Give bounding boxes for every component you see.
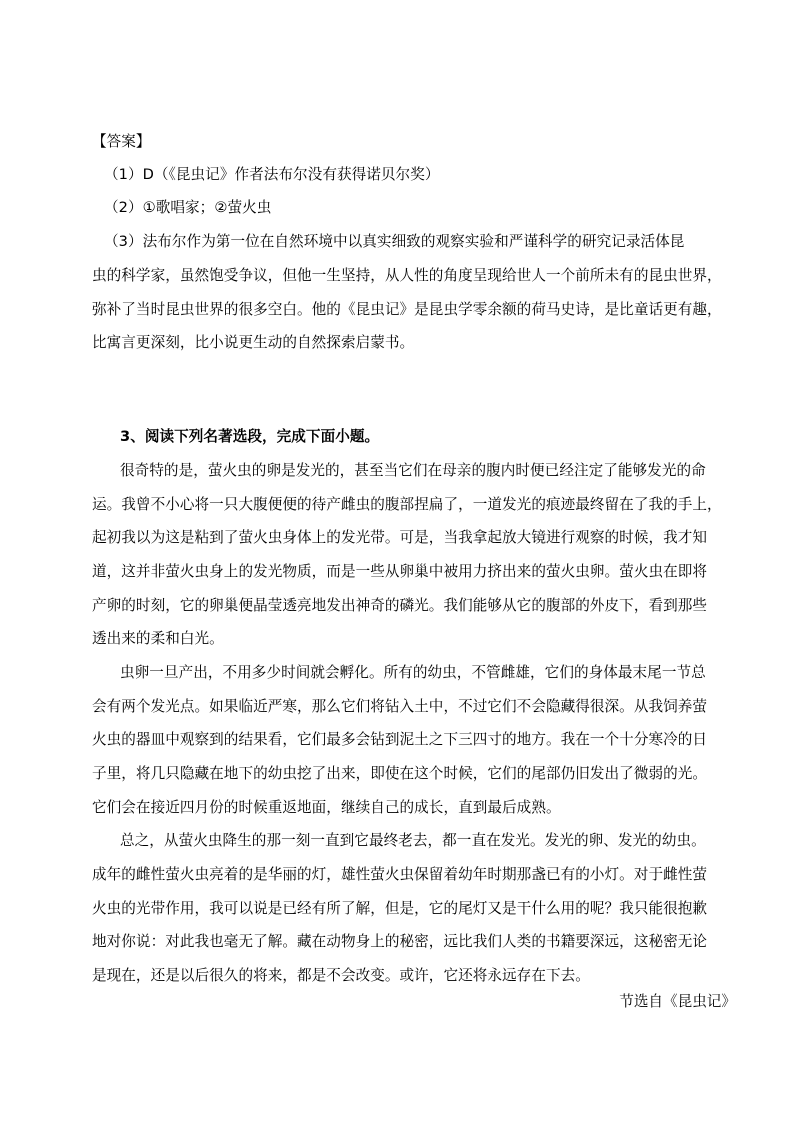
passage-para3-line-3: 火虫的光带作用，我可以说是已经有所了解，但是，它的尾灯又是干什么用的呢？我只能很抱歉 xyxy=(92,900,708,917)
passage-para3-line-1: 总之，从萤火虫降生的那一刻一直到它最终老去，都一直在发光。发光的卵、发光的幼虫。 xyxy=(120,832,706,849)
passage-para2-line-4: 子里，将几只隐藏在地下的幼虫挖了出来，即使在这个时候，它们的尾部仍旧发出了微弱的光。 xyxy=(92,765,708,782)
passage-para3-line-2: 成年的雌性萤火虫亮着的是华丽的灯，雄性萤火虫保留着幼年时期那盏已有的小灯。对于雌性萤 xyxy=(92,866,708,883)
passage-para1-line-1: 很奇特的是，萤火虫的卵是发光的，甚至当它们在母亲的腹内时便已经注定了能够发光的命 xyxy=(120,462,706,479)
answer-heading: 【答案】 xyxy=(92,133,151,150)
passage-source: 节选自《昆虫记》 xyxy=(619,993,736,1010)
passage-para1-line-2: 运。我曾不小心将一只大腹便便的待产雌虫的腹部捏扁了，一道发光的痕迹最终留在了我的手上， xyxy=(92,496,722,513)
passage-para3-line-4: 地对你说：对此我也毫无了解。藏在动物身上的秘密，远比我们人类的书籍要深远，这秘密无论 xyxy=(92,933,708,950)
answer-item-1: （1）D（《昆虫记》作者法布尔没有获得诺贝尔奖） xyxy=(104,166,440,183)
passage-para1-line-6: 透出来的柔和白光。 xyxy=(92,630,224,647)
answer-item-3-line-1: （3）法布尔作为第一位在自然环境中以真实细致的观察实验和严谨科学的研究记录活体昆 xyxy=(104,233,685,250)
passage-para2-line-1: 虫卵一旦产出，不用多少时间就会孵化。所有的幼虫，不管雌雄，它们的身体最末尾一节总 xyxy=(120,664,706,681)
passage-para2-line-5: 它们会在接近四月份的时候重返地面，继续自己的成长，直到最后成熟。 xyxy=(92,799,561,816)
passage-para1-line-5: 产卵的时刻，它的卵巢便晶莹透亮地发出神奇的磷光。我们能够从它的腹部的外皮下，看到那些 xyxy=(92,597,708,614)
passage-para1-line-3: 起初我以为这是粘到了萤火虫身体上的发光带。可是，当我拿起放大镜进行观察的时候，我才知 xyxy=(92,529,708,546)
answer-item-3-line-2: 虫的科学家，虽然饱受争议，但他一生坚持，从人性的角度呈现给世人一个前所未有的昆虫世界， xyxy=(92,267,722,284)
answer-item-3-line-4: 比寓言更深刻，比小说更生动的自然探索启蒙书。 xyxy=(92,334,415,351)
passage-para3-line-5: 是现在，还是以后很久的将来，都是不会改变。或许，它还将永远存在下去。 xyxy=(92,967,590,984)
passage-para2-line-3: 火虫的器皿中观察到的结果看，它们最多会钻到泥土之下三四寸的地方。我在一个十分寒冷的日 xyxy=(92,731,708,748)
question-3-title: 3、阅读下列名著选段，完成下面小题。 xyxy=(120,428,380,445)
answer-item-3-line-3: 弥补了当时昆虫世界的很多空白。他的《昆虫记》是昆虫学零余额的荷马史诗，是比童话更有趣， xyxy=(92,301,722,318)
passage-para2-line-2: 会有两个发光点。如果临近严寒，那么它们将钻入土中，不过它们不会隐藏得很深。从我饲养萤 xyxy=(92,698,708,715)
passage-para1-line-4: 道，这并非萤火虫身上的发光物质，而是一些从卵巢中被用力挤出来的萤火虫卵。萤火虫在即将 xyxy=(92,563,708,580)
answer-item-2: （2）①歌唱家；②萤火虫 xyxy=(104,199,272,216)
